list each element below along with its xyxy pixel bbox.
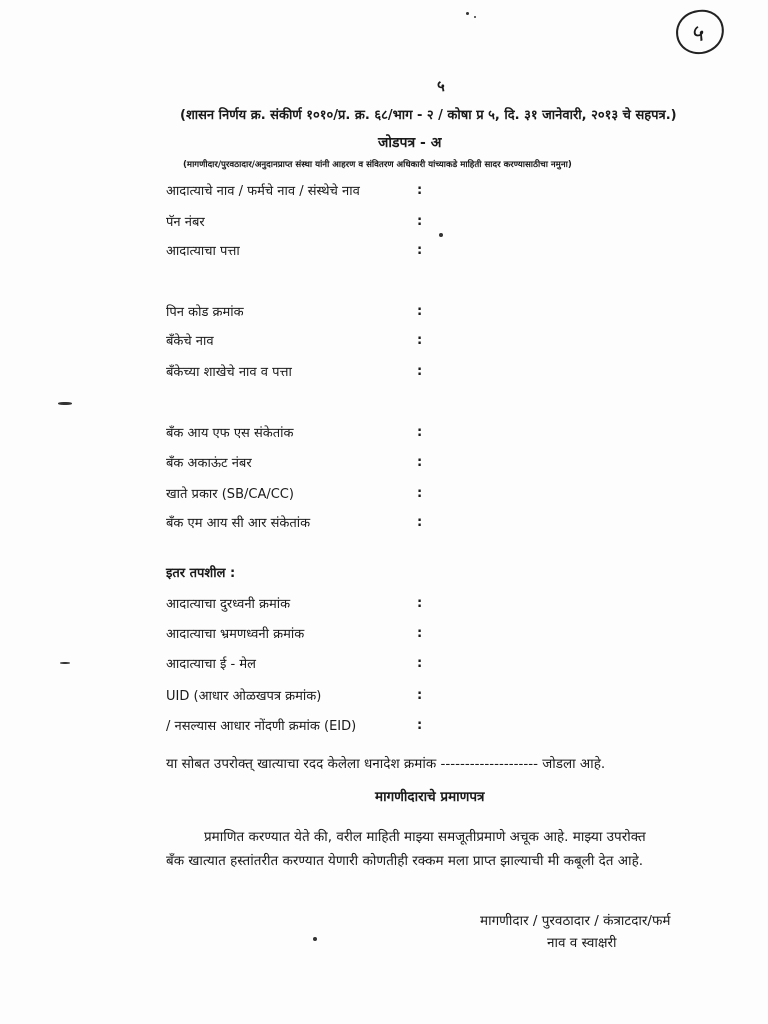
certificate-text-line-1: प्रमाणित करण्यात येते की, वरील माहिती माझ्या समजूतीप्रमाणे अचूक आहे. माझ्या उपरोक्त xyxy=(204,829,646,845)
other-details-heading: इतर तपशील : xyxy=(166,566,236,581)
signatory-designation: मागणीदार / पुरवठादार / कंत्राटदार/फर्म xyxy=(480,913,671,929)
scan-speck xyxy=(58,402,72,405)
field-colon: : xyxy=(417,364,423,379)
field-colon: : xyxy=(417,486,423,501)
field-label-bank-name: बँकेचे नाव xyxy=(166,334,214,349)
field-colon: : xyxy=(417,656,423,671)
field-colon: : xyxy=(417,626,423,641)
field-label-account-type: खाते प्रकार (SB/CA/CC) xyxy=(166,487,294,502)
field-label-micr: बँक एम आय सी आर संकेतांक xyxy=(166,516,311,531)
field-label-payee-name: आदात्याचे नाव / फर्मचे नाव / संस्थेचे नाव xyxy=(166,184,360,199)
field-label-pan: पॅन नंबर xyxy=(166,215,205,230)
page-mark-text: ५ xyxy=(688,18,705,49)
field-colon: : xyxy=(417,183,423,198)
field-label-mobile: आदात्याचा भ्रमणध्वनी क्रमांक xyxy=(166,627,305,642)
field-label-uid: UID (आधार ओळखपत्र क्रमांक) xyxy=(166,689,322,704)
field-label-eid: / नसल्यास आधार नोंदणी क्रमांक (EID) xyxy=(166,719,357,734)
signatory-name-signature: नाव व स्वाक्षरी xyxy=(547,935,617,951)
gr-reference: (शासन निर्णय क्र. संकीर्ण १०१०/प्र. क्र. ६८/भाग - २ / कोषा प्र ५, दि. ३१ जानेवारी, २०१३ चे सहपत्र.) xyxy=(180,108,677,123)
field-label-address: आदात्याचा पत्ता xyxy=(166,244,240,259)
certificate-heading: मागणीदाराचे प्रमाणपत्र xyxy=(375,789,485,805)
scan-speck xyxy=(474,16,476,18)
page-number: ५ xyxy=(437,77,445,95)
field-label-branch: बँकेच्या शाखेचे नाव व पत्ता xyxy=(166,365,292,380)
cancelled-cheque-statement: या सोबत उपरोक्त् खात्याचा रदद केलेला धनादेश क्रमांक -------------------- जोडला आहे. xyxy=(166,756,606,772)
scan-speck xyxy=(466,12,469,15)
field-colon: : xyxy=(417,214,423,229)
certificate-text-line-2: बँक खात्यात हस्तांतरीत करण्यात येणारी कोणतीही रक्कम मला प्राप्त झाल्याची मी कबूली देत आहे. xyxy=(166,853,644,869)
scan-speck xyxy=(439,233,443,237)
scan-speck xyxy=(60,662,70,664)
scan-speck xyxy=(313,937,317,941)
field-label-email: आदात्याचा ई - मेल xyxy=(166,657,256,672)
field-colon: : xyxy=(417,596,423,611)
field-colon: : xyxy=(417,243,423,258)
field-label-ifsc: बँक आय एफ एस संकेतांक xyxy=(166,426,294,441)
field-colon: : xyxy=(417,304,423,319)
field-colon: : xyxy=(417,515,423,530)
field-colon: : xyxy=(417,425,423,440)
field-label-pincode: पिन कोड क्रमांक xyxy=(166,305,244,320)
field-label-account-number: बँक अकाऊंट नंबर xyxy=(166,456,252,471)
handwritten-page-number xyxy=(673,7,727,57)
field-colon: : xyxy=(417,333,423,348)
field-colon: : xyxy=(417,688,423,703)
form-subtitle-note: (मागणीदार/पुरवठादार/अनुदानप्राप्त संस्था यांनी आहरण व संवितरण अधिकारी यांच्याकडे माहिती सादर करण्यासाठीचा नमुना) xyxy=(183,160,572,170)
field-colon: : xyxy=(417,718,423,733)
form-title: जोडपत्र - अ xyxy=(378,135,442,151)
field-colon: : xyxy=(417,455,423,470)
field-label-telephone: आदात्याचा दुरध्वनी क्रमांक xyxy=(166,597,291,612)
